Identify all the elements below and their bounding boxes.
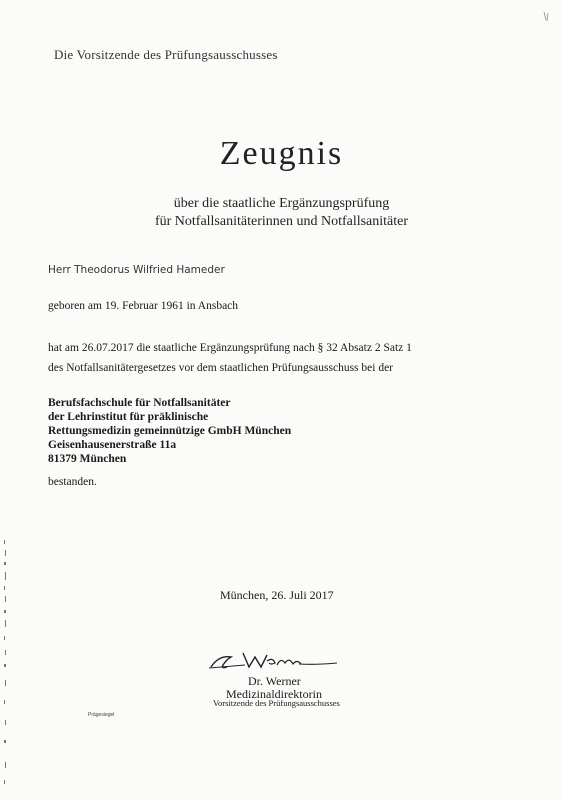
result-text: bestanden. bbox=[48, 476, 97, 488]
school-line1: Berufsfachschule für Notfallsanitäter bbox=[48, 397, 231, 409]
school-line2: der Lehrinstitut für präklinische bbox=[48, 411, 209, 423]
handwritten-signature bbox=[205, 645, 340, 675]
signer-role: Vorsitzende des Prüfungsausschusses bbox=[213, 698, 340, 708]
committee-chair-header: Die Vorsitzende des Prüfungsausschusses bbox=[54, 47, 278, 62]
signer-title: Medizinaldirektorin bbox=[226, 687, 322, 701]
school-line5: 81379 München bbox=[48, 453, 127, 465]
document-subtitle-line1: über die staatliche Ergänzungsprüfung bbox=[173, 196, 390, 211]
school-line3: Rettungsmedizin gemeinnützige GmbH München bbox=[48, 425, 292, 437]
document-subtitle-line2: für Notfallsanitäterinnen und Notfallsanitäter bbox=[154, 214, 409, 229]
scan-margin-mark bbox=[0, 540, 12, 790]
candidate-name: Herr Theodorus Wilfried Hameder bbox=[48, 264, 225, 276]
statement-line2: des Notfallsanitätergesetzes vor dem staatlichen Prüfungsausschuss bei der bbox=[48, 362, 394, 374]
corner-speck bbox=[540, 10, 554, 24]
statement-line1: hat am 26.07.2017 die staatliche Ergänzungsprüfung nach § 32 Absatz 2 Satz 1 bbox=[48, 342, 412, 354]
candidate-birth: geboren am 19. Februar 1961 in Ansbach bbox=[48, 300, 239, 312]
signer-name: Dr. Werner bbox=[248, 674, 301, 688]
place-date: München, 26. Juli 2017 bbox=[220, 588, 334, 602]
document-title: Zeugnis bbox=[219, 135, 344, 172]
school-line4: Geisenhausenerstraße 11a bbox=[48, 439, 177, 451]
seal-note: Prägesiegel bbox=[88, 712, 115, 718]
